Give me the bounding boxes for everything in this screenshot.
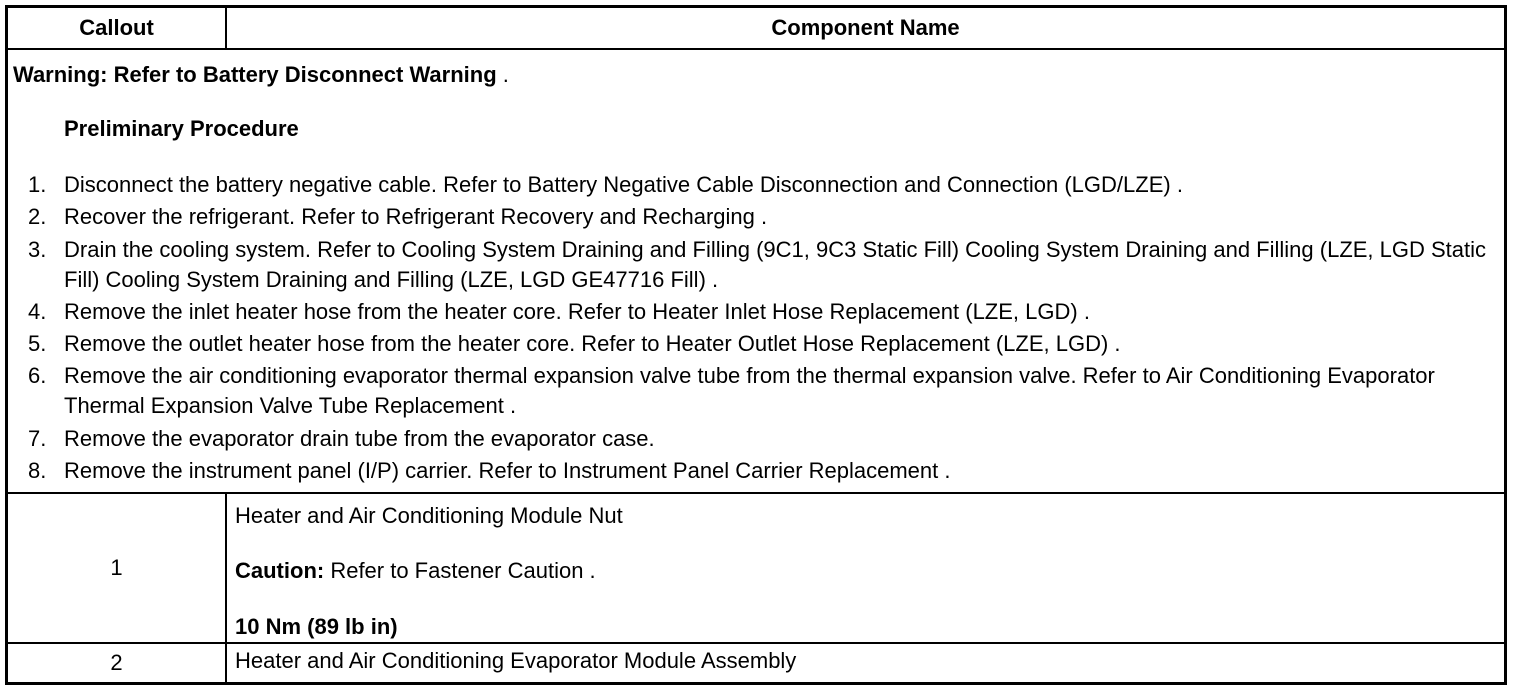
procedure-step [8,170,1498,200]
procedure-step [8,202,1498,232]
step-text: Disconnect the battery negative cable. Refer to Battery Negative Cable Disconnection and Connection (LGD/LZE) . [64,172,1183,197]
warning-suffix: . [496,62,509,87]
table-row [8,494,1504,644]
warning-text[interactable]: Warning: Refer to Battery Disconnect Warning [13,62,497,87]
warning-note [13,62,509,88]
step-text: Remove the air conditioning evaporator thermal expansion valve tube from the thermal expansion valve. Refer to Air Conditioning Evaporator Thermal Expansion Valve Tube Replacement . [64,363,1435,419]
component-cell [227,494,1504,642]
table-header-row [8,8,1504,50]
callout-number: 2 [8,644,227,682]
step-text: Remove the inlet heater hose from the heater core. Refer to Heater Inlet Hose Replacement (LZE, LGD) . [64,298,1090,324]
header-component-name: Component Name [771,15,960,40]
caution-note [235,558,596,584]
callout-number: 1 [8,494,227,642]
component-name: Heater and Air Conditioning Module Nut [235,503,623,528]
step-number: 8. [28,458,47,484]
procedure-steps [8,170,1498,488]
procedure-step [8,329,1498,359]
step-number: 1. [28,172,47,197]
procedure-step [8,361,1498,421]
component-table [5,5,1507,685]
procedure-step [8,235,1498,295]
component-cell [227,644,1504,682]
procedure-step [8,424,1498,454]
step-number: 2. [28,204,47,230]
step-text: Recover the refrigerant. Refer to Refrigerant Recovery and Recharging . [64,204,768,230]
component-name: Heater and Air Conditioning Evaporator Module Assembly [235,648,797,673]
step-text: Remove the outlet heater hose from the heater core. Refer to Heater Outlet Hose Replacement (LZE, LGD) . [64,331,1121,357]
step-number: 7. [28,425,47,451]
step-text: Drain the cooling system. Refer to Cooling System Draining and Filling (9C1, 9C3 Static Fill) Cooling System Draining and Filling (LZE, LGD Static Fill) Cooling System Draining and Filling (LZE, LGD GE47716 Fill) . [64,236,1487,292]
step-number: 5. [28,331,47,357]
header-callout: Callout [8,8,227,48]
step-text: Remove the evaporator drain tube from the evaporator case. [64,425,655,451]
caution-text: Refer to Fastener Caution . [324,558,596,583]
preliminary-procedure-title: Preliminary Procedure [64,116,299,141]
step-text: Remove the instrument panel (I/P) carrier. Refer to Instrument Panel Carrier Replacement . [64,458,951,484]
step-number: 3. [28,236,47,262]
step-number: 6. [28,363,47,389]
torque-spec: 10 Nm (89 lb in) [235,614,398,639]
step-number: 4. [28,298,47,324]
procedure-step [8,456,1498,486]
procedure-row [8,50,1504,494]
caution-label: Caution: [235,558,325,583]
procedure-step [8,297,1498,327]
table-row [8,644,1504,682]
